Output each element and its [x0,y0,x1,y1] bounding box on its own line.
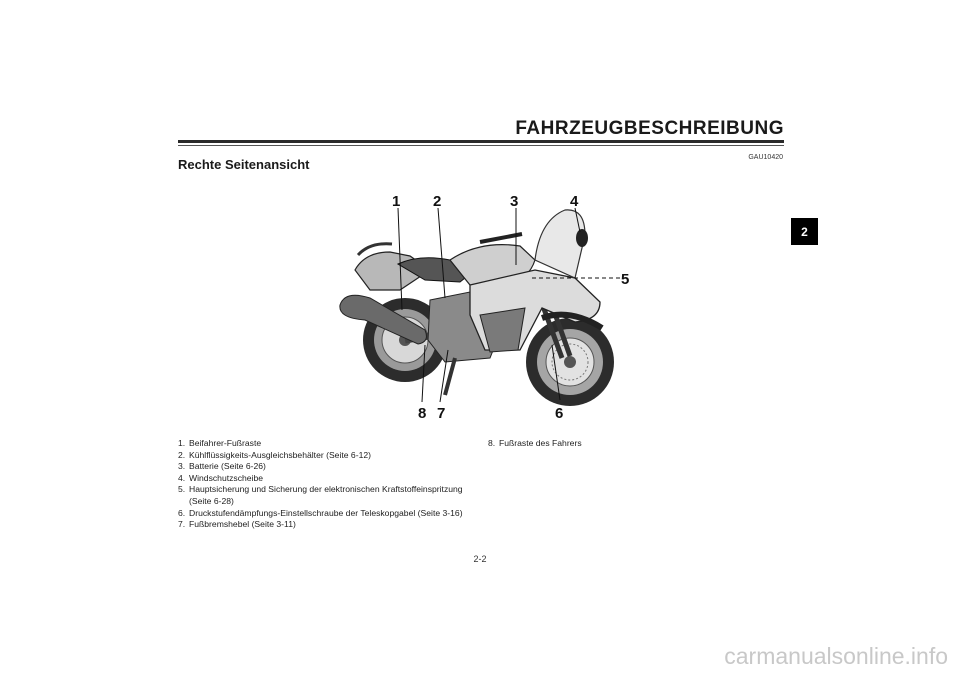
legend-item-number: 6. [178,507,186,518]
front-wheel [526,318,614,406]
motorcycle-illustration [330,190,640,425]
page-title: FAHRZEUGBESCHREIBUNG [515,118,784,139]
page-number: 2-2 [473,554,487,564]
legend-item-number: 3. [178,461,186,472]
legend-item-number: 8. [488,438,496,448]
mirror [576,229,588,247]
legend-item-number: 1. [178,438,186,448]
callout-4: 4 [570,193,579,210]
callout-1: 1 [392,193,401,210]
callout-6: 6 [555,405,564,422]
legend-item-number: 7. [178,519,186,530]
legend-item [178,461,478,473]
callout-2: 2 [433,193,442,210]
legend-item-text: Windschutzscheibe [189,472,264,483]
legend-item-number: 2. [178,449,186,460]
legend-item [178,450,478,462]
legend-item-text: Hauptsicherung und Sicherung der elektronischen Kraftstoffeinspritzung (Seite 6-28) [189,484,463,506]
legend-item [178,519,478,531]
callout-3: 3 [510,193,519,210]
callout-8: 8 [418,405,427,422]
chapter-tab[interactable]: 2 [791,218,818,245]
section-heading: Rechte Seitenansicht [178,157,310,172]
legend-left-column [178,438,478,531]
legend-item-number: 5. [178,484,186,495]
legend-item [178,438,478,450]
watermark-link[interactable]: carmanualsonline.info [724,643,948,669]
legend-item [178,508,478,520]
document-code: GAU10420 [748,154,783,161]
callout-5: 5 [621,271,630,288]
legend-item [178,473,478,485]
legend-item-text: Druckstufendämpfungs-Einstellschraube der Teleskopgabel (Seite 3-16) [189,507,463,518]
legend-item-text: Fußraste des Fahrers [499,438,582,448]
legend-item [488,438,688,450]
side-stand [445,358,455,395]
legend-item-text: Kühlflüssigkeits-Ausgleichsbehälter (Seite 6-12) [189,449,371,460]
legend-right-column [488,438,688,450]
legend-item-text: Fußbremshebel (Seite 3-11) [189,519,296,530]
legend-item-number: 4. [178,472,186,483]
callout-7: 7 [437,405,446,422]
header-rule-thin [178,145,784,146]
legend-item-text: Beifahrer-Fußraste [189,438,262,448]
header-rule-thick [178,140,784,143]
legend-item-text: Batterie (Seite 6-26) [189,461,266,472]
legend-item [178,484,478,507]
